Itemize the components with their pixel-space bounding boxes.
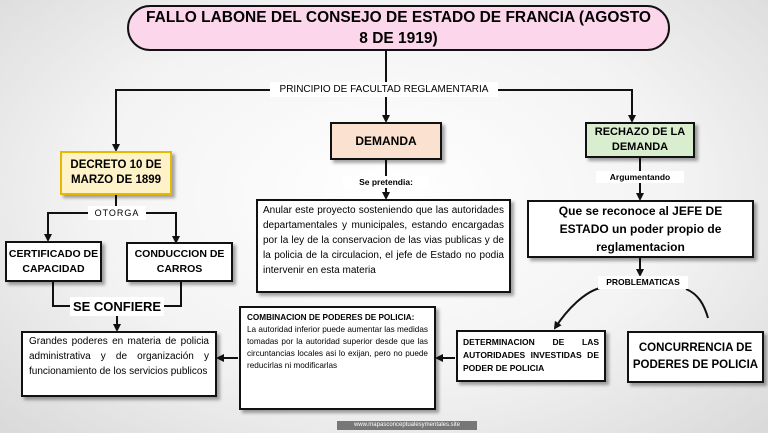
- anular-box: [256, 199, 511, 293]
- demanda-text: DEMANDA: [355, 134, 417, 148]
- concurrencia-box: [627, 331, 764, 383]
- decree-box: [60, 151, 172, 195]
- anular-text: Anular este proyecto sosteniendo que las autoridades departamentales y municipales, estando encargadas por la ley de la conservacion de las vias publicas y de la policia de la circulacion, el jefe de Estado no podia intervenir en esta materia: [263, 205, 504, 276]
- se-pretendia-label: Se pretendia:: [343, 176, 429, 188]
- certificado-box: [5, 241, 102, 282]
- grandes-box: [21, 331, 217, 397]
- determinacion-text: DETERMINACION DE LAS AUTORIDADES INVESTIDAS DE PODER DE POLICIA: [463, 337, 599, 373]
- certificado-text: CERTIFICADO DE CAPACIDAD: [8, 247, 99, 275]
- principle-label: PRINCIPIO DE FACULTAD REGLAMENTARIA: [270, 82, 498, 97]
- jefe-box: [527, 200, 754, 258]
- conduccion-text: CONDUCCION DE CARROS: [134, 248, 225, 275]
- otorga-label: OTORGA: [88, 206, 146, 220]
- rechazo-box: [585, 122, 695, 158]
- conduccion-box: [126, 242, 233, 282]
- combinacion-box: [239, 306, 436, 410]
- title-text: FALLO LABONE DEL CONSEJO DE ESTADO DE FRANCIA (AGOSTO 8 DE 1919): [146, 9, 651, 47]
- jefe-text: Que se reconoce al JEFE DE ESTADO un poder propio de reglamentacion: [558, 204, 723, 254]
- watermark: www.mapasconceptualesymentales.site: [337, 421, 477, 430]
- combinacion-title: COMBINACION DE PODERES DE POLICIA:: [247, 313, 415, 322]
- rechazo-text: RECHAZO DE LA DEMANDA: [594, 126, 686, 153]
- decree-text: DECRETO 10 DE MARZO DE 1899: [70, 159, 162, 186]
- se-confiere-label: SE CONFIERE: [70, 297, 164, 316]
- problematicas-label: PROBLEMATICAS: [598, 276, 688, 289]
- title-box: [127, 5, 670, 51]
- combinacion-body: La autoridad inferior puede aumentar las medidas tomadas por la autoridad superior desde que las circuntancias locales asi lo exijan, pero no puede reducirlas ni modificarlas: [247, 325, 428, 370]
- concurrencia-text: CONCURRENCIA DE PODERES DE POLICIA: [632, 342, 759, 371]
- argumentando-label: Argumentando: [596, 171, 684, 183]
- determinacion-box: [456, 330, 606, 382]
- grandes-text: Grandes poderes en materia de policia administrativa y de organización y funcionamiento de los servicios publicos: [29, 336, 209, 377]
- demanda-box: [330, 122, 442, 160]
